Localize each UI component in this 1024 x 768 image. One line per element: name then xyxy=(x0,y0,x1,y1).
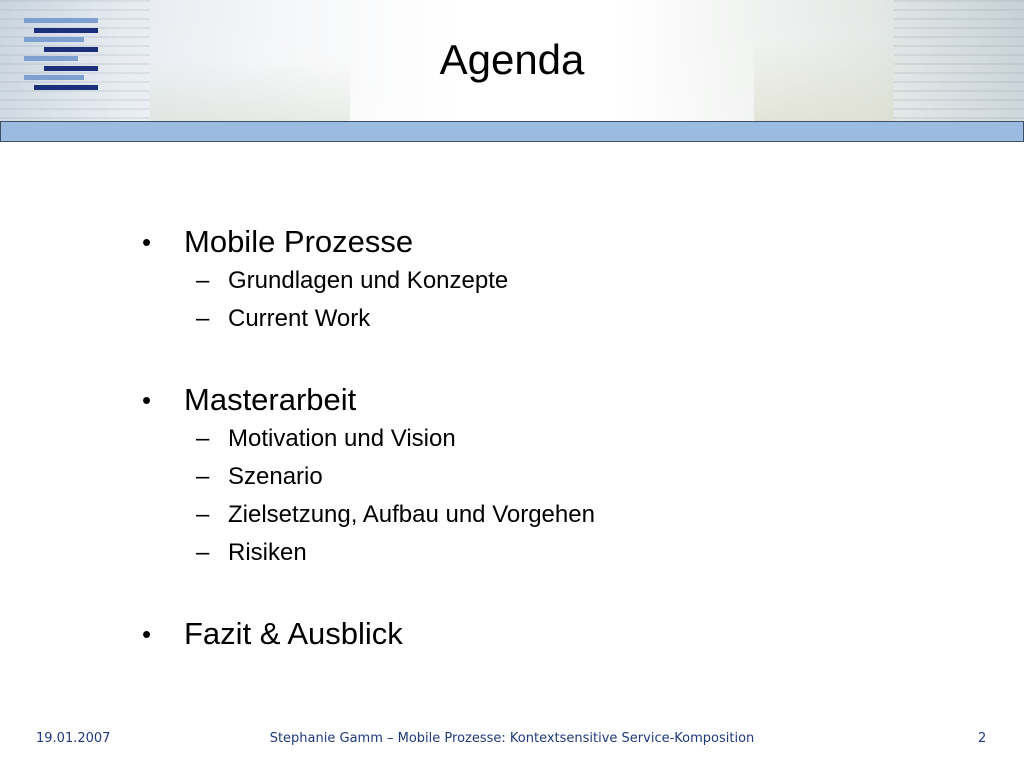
dash-mark: – xyxy=(196,539,210,566)
spacer xyxy=(140,338,940,380)
bullet-mark: • xyxy=(142,385,152,415)
agenda-item xyxy=(140,614,940,654)
bullet-mark: • xyxy=(142,619,152,649)
spacer xyxy=(140,572,940,614)
agenda-subitem-label: Zielsetzung, Aufbau und Vorgehen xyxy=(228,501,595,528)
agenda-subitem-label: Szenario xyxy=(228,463,323,490)
agenda-subitem xyxy=(140,300,940,338)
header-banner xyxy=(0,0,1024,121)
agenda-subitem xyxy=(140,458,940,496)
agenda-item xyxy=(140,222,940,262)
agenda-subitem xyxy=(140,534,940,572)
agenda-subitem xyxy=(140,262,940,300)
footer-page-number: 2 xyxy=(978,731,987,746)
title-bar xyxy=(0,121,1024,142)
agenda-subitem-label: Grundlagen und Konzepte xyxy=(228,267,509,294)
agenda-subitem xyxy=(140,420,940,458)
footer-date: 19.01.2007 xyxy=(36,731,111,746)
agenda-item xyxy=(140,380,940,420)
agenda-item-label: Fazit & Ausblick xyxy=(184,616,403,651)
agenda-subitem-label: Risiken xyxy=(228,539,307,566)
agenda-subitem-label: Current Work xyxy=(228,305,371,332)
dash-mark: – xyxy=(196,425,210,452)
agenda-subitem-label: Motivation und Vision xyxy=(228,425,456,452)
agenda-subitem xyxy=(140,496,940,534)
dash-mark: – xyxy=(196,267,210,294)
dash-mark: – xyxy=(196,463,210,490)
slide-title: Agenda xyxy=(439,36,585,83)
footer-presentation-info: Stephanie Gamm – Mobile Prozesse: Kontextsensitive Service-Komposition xyxy=(269,731,755,746)
bullet-mark: • xyxy=(142,227,152,257)
agenda-item-label: Masterarbeit xyxy=(184,382,357,417)
agenda-item-label: Mobile Prozesse xyxy=(184,224,414,259)
agenda-list xyxy=(140,222,940,654)
dash-mark: – xyxy=(196,305,210,332)
dash-mark: – xyxy=(196,501,210,528)
